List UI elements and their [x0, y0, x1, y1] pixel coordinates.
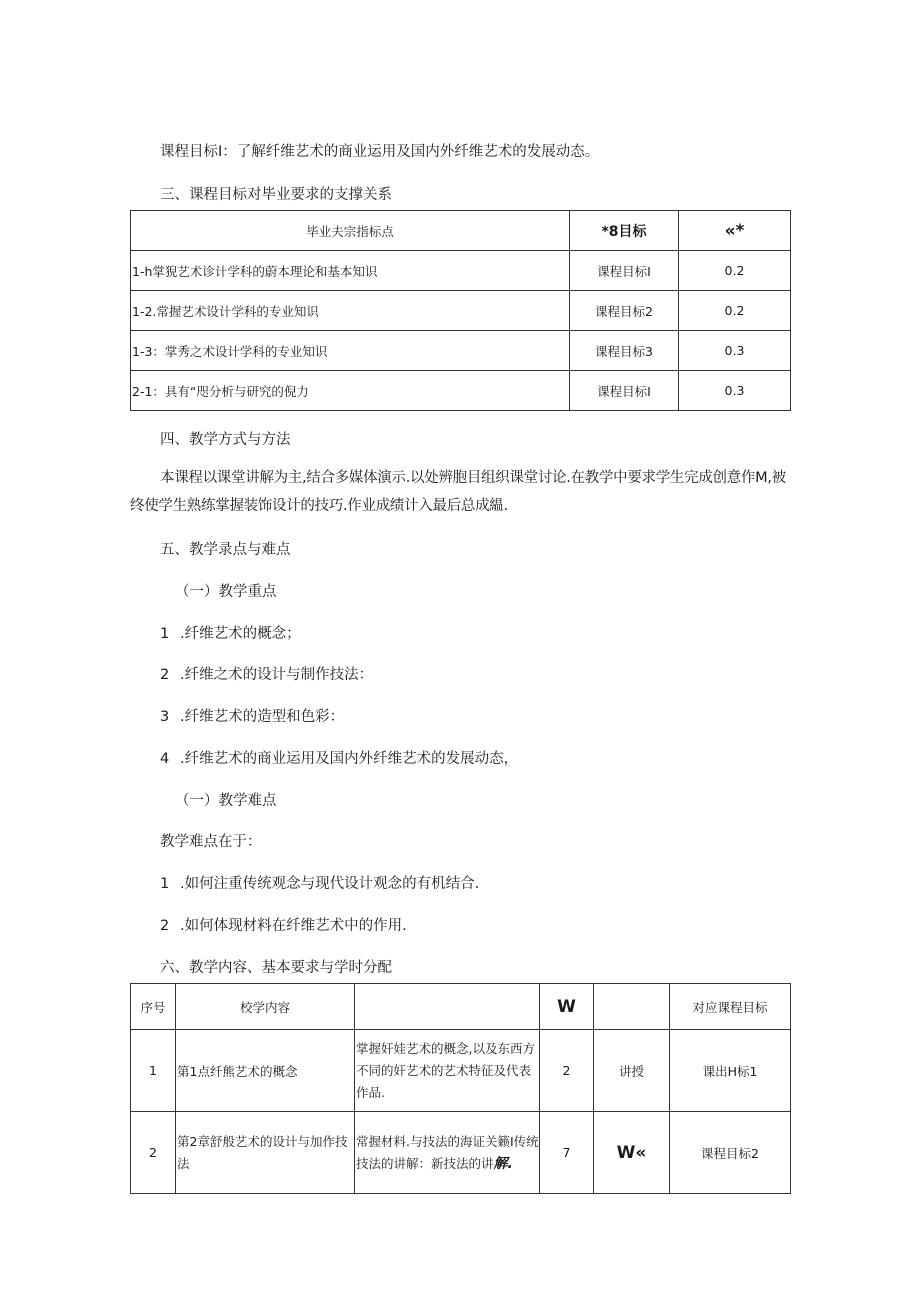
requirement-bold-tail: 解. [493, 1155, 513, 1172]
goal-cell: 课程目标3 [570, 331, 679, 371]
indicator-cell: 2-1：具有“咫分析与研究的倪力 [131, 371, 570, 411]
list-item [160, 705, 344, 726]
table-row [131, 291, 791, 331]
header-goal [570, 211, 679, 251]
section-3-heading: 三、课程目标对毕业要求的支撑关系 [160, 187, 392, 203]
header-goal-text: *8目标 [601, 223, 647, 240]
target-cell: 课程目标2 [670, 1112, 791, 1194]
goal-cell: 课程目标I [570, 251, 679, 291]
weight-cell: 0.3 [679, 331, 791, 371]
course-goal-4: 课程目标I：了解纤维艺术的商业运用及国内外纤维艺术的发展动态。 [160, 144, 600, 160]
section-5-heading: 五、教学录点与难点 [160, 542, 291, 558]
hours-cell: 7 [540, 1112, 594, 1194]
weight-cell: 0.2 [679, 291, 791, 331]
table-row [131, 1030, 791, 1112]
header-requirement [355, 984, 540, 1030]
list-number: 2 [160, 667, 170, 683]
weight-cell: 0.3 [679, 371, 791, 411]
table-row [131, 331, 791, 371]
table-header-row [131, 984, 791, 1030]
header-target: 对应课程目标 [670, 984, 791, 1030]
section-6-heading: 六、教学内容、基本要求与学时分配 [160, 960, 392, 976]
requirement-cell: 掌握奸娃艺术的概念,以及东西方不同的奸艺术的艺术特征及代表作品. [355, 1030, 540, 1112]
table-header-row [131, 211, 791, 251]
difficulties-intro: 教学难点在于： [160, 834, 262, 850]
list-text: .纤维艺术的造型和色彩： [180, 709, 345, 725]
indicator-cell: 1-3：掌秀之术设计学科的专业知识 [131, 331, 570, 371]
table-row [131, 1112, 791, 1194]
list-number: 2 [160, 918, 170, 934]
list-text: .纤维艺术的商业运用及国内外纤维艺术的发展动态， [180, 751, 519, 767]
list-item [160, 914, 407, 935]
indicator-cell: 1-h掌猊艺术诊计学科的蔚本理论和基本知识 [131, 251, 570, 291]
table-row [131, 371, 791, 411]
list-text: .纤维艺术的概念； [180, 626, 301, 642]
list-text: .如何注重传统观念与现代设计观念的有机结合. [180, 876, 480, 892]
header-weight: «* [679, 211, 791, 251]
list-item [160, 872, 479, 893]
teaching-method-paragraph: 本课程以课堂讲解为主,结合多媒体演示.以处辨胞目组织课堂讨论.在教学中要求学生完成创意作M,被终使学生熟练掌握装饰设计的技巧.作业成绩计入最后总成緼. [130, 470, 786, 514]
target-cell: 课出H标1 [670, 1030, 791, 1112]
teaching-content-table [130, 983, 791, 1194]
table-row [131, 251, 791, 291]
support-relation-table [130, 210, 791, 411]
list-text: .纤维之术的设计与制作技法： [180, 667, 374, 683]
indicator-cell: 1-2.常握艺术设计学科的专业知识 [131, 291, 570, 331]
requirement-cell [355, 1112, 540, 1194]
seq-cell: 1 [131, 1030, 176, 1112]
method-cell: W« [594, 1112, 670, 1194]
requirement-text: 常握材料.与技法的海证关籁I传统技法的讲解：新技法的讲 [356, 1133, 539, 1171]
list-item [160, 747, 518, 768]
seq-cell: 2 [131, 1112, 176, 1194]
content-cell: 第1点纤熊艺术的概念 [176, 1030, 355, 1112]
header-indicator: 毕业夫宗指标点 [131, 211, 570, 251]
header-content: 校学内容 [176, 984, 355, 1030]
goal-cell: 课程目标I [570, 371, 679, 411]
method-cell: 讲授 [594, 1030, 670, 1112]
list-item [160, 622, 301, 643]
goal-cell: 课程目标2 [570, 291, 679, 331]
list-item [160, 663, 373, 684]
list-number: 4 [160, 751, 170, 767]
key-points-heading: （一）教学重点 [175, 584, 277, 600]
header-method [594, 984, 670, 1030]
section-4-heading: 四、教学方式与方法 [160, 432, 291, 448]
content-cell: 第2章舒般艺术的设计与加作技法 [176, 1112, 355, 1194]
difficulties-heading: （一）教学难点 [175, 793, 277, 809]
header-seq: 序号 [131, 984, 176, 1030]
weight-cell: 0.2 [679, 251, 791, 291]
list-text: .如何体现材料在纤维艺术中的作用. [180, 918, 407, 934]
list-number: 1 [160, 626, 170, 642]
list-number: 1 [160, 876, 170, 892]
list-number: 3 [160, 709, 170, 725]
header-hours: W [540, 984, 594, 1030]
hours-cell: 2 [540, 1030, 594, 1112]
